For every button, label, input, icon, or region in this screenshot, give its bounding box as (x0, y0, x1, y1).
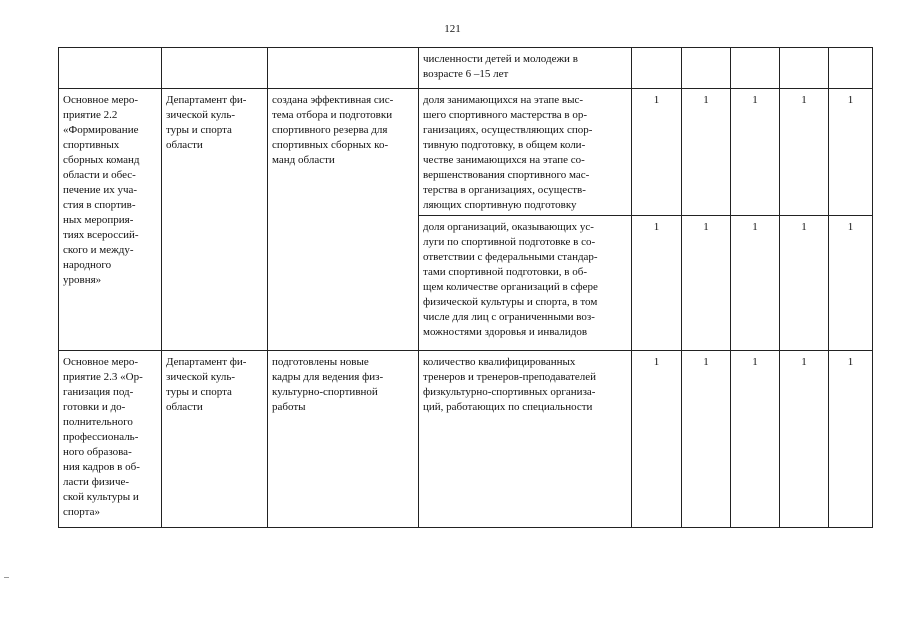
table-row (59, 89, 873, 216)
value-cell: 1 (632, 216, 682, 351)
scan-edge-mark (4, 577, 9, 578)
value-cell: 1 (780, 89, 829, 216)
value-cell: 1 (682, 351, 731, 528)
activity-cell (59, 48, 162, 89)
value-cell: 1 (829, 216, 873, 351)
value-cell: 1 (780, 351, 829, 528)
indicator-cell: численности детей и молодежи в возрасте 6 –15 лет (419, 48, 632, 89)
page-number: 121 (444, 23, 461, 35)
executor-cell: Департамент фи- зической куль- туры и спорта области (162, 89, 268, 351)
value-cell: 1 (731, 89, 780, 216)
value-cell: 1 (632, 351, 682, 528)
executor-cell: Департамент фи- зической куль- туры и спорта области (162, 351, 268, 528)
value-cell: 1 (632, 89, 682, 216)
indicator-cell: количество квалифицированных тренеров и тренеров-преподавателей физкультурно-спортивных организа- ций, работающих по специальности (419, 351, 632, 528)
value-cell: 1 (731, 351, 780, 528)
value-cell (731, 48, 780, 89)
value-cell (632, 48, 682, 89)
value-cell: 1 (780, 216, 829, 351)
value-cell (829, 48, 873, 89)
activity-cell: Основное меро- приятие 2.2 «Формирование спортивных сборных команд области и обес- печение их уча- стия в спортив- ных мероприя- тиях всероссий- ского и между- народного уровня» (59, 89, 162, 351)
activity-cell: Основное меро- приятие 2.3 «Ор- ганизация под- готовки и до- полнительного профессиональ- ного образова- ния кадров в об- ласти физиче- ской культуры и спорта» (59, 351, 162, 528)
result-cell: подготовлены новые кадры для ведения физ- культурно-спортивной работы (268, 351, 419, 528)
result-cell (268, 48, 419, 89)
value-cell: 1 (829, 89, 873, 216)
value-cell (682, 48, 731, 89)
table-row (59, 351, 873, 528)
value-cell: 1 (731, 216, 780, 351)
program-activities-table (58, 47, 873, 528)
result-cell: создана эффективная сис- тема отбора и подготовки спортивного резерва для спортивных сборных ко- манд области (268, 89, 419, 351)
value-cell: 1 (829, 351, 873, 528)
value-cell: 1 (682, 216, 731, 351)
indicator-cell: доля организаций, оказывающих ус- луги по спортивной подготовке в со- ответствии с федеральными стандар- тами спортивной подготовки, в об- щем количестве организаций в сфере физической культуры и спорта, в том числе для лиц с ограниченными воз- можностями здоровья и инвалидов (419, 216, 632, 351)
indicator-cell: доля занимающихся на этапе выс- шего спортивного мастерства в ор- ганизациях, осуществляющих спор- тивную подготовку, в общем коли- честве занимающихся на этапе со- вершенствования спортивного мас- терства в организациях, осуществ- ляющих спортивную подготовку (419, 89, 632, 216)
executor-cell (162, 48, 268, 89)
value-cell: 1 (682, 89, 731, 216)
table-row (59, 48, 873, 89)
value-cell (780, 48, 829, 89)
